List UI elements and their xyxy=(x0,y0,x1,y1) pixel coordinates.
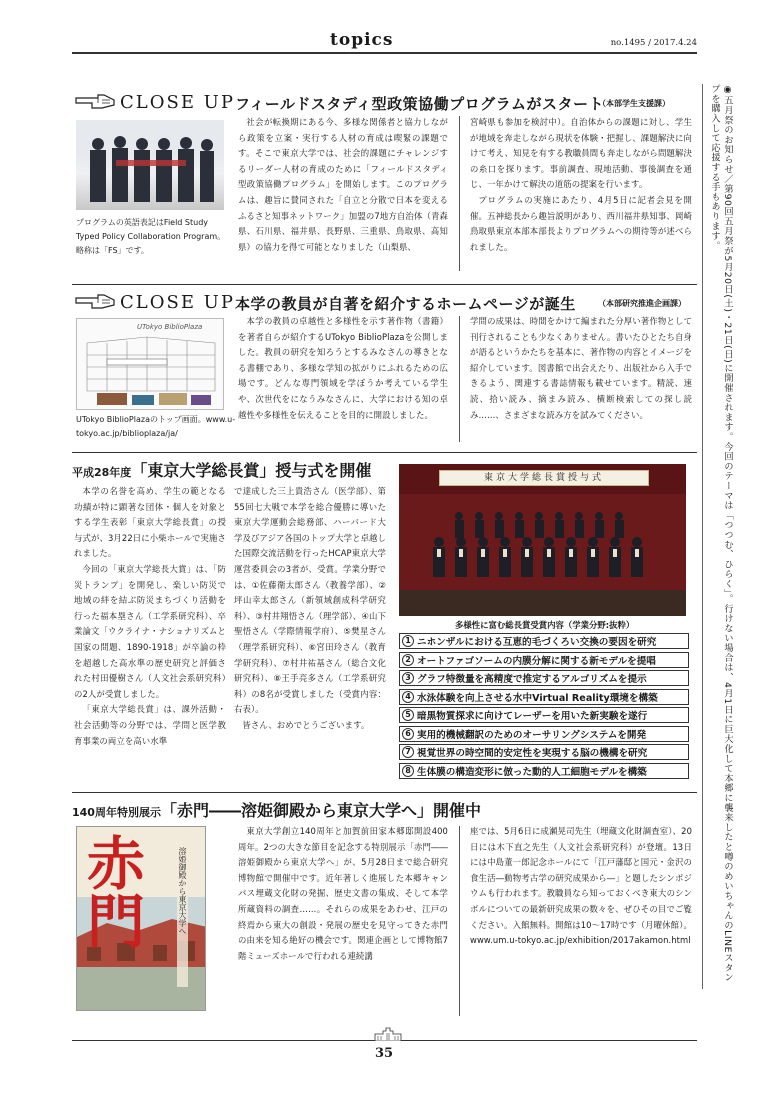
header-section: topics xyxy=(330,30,394,50)
article-column-2 xyxy=(470,824,692,949)
article-column-2 xyxy=(234,484,386,734)
award-list xyxy=(399,633,689,781)
paragraph: 宮崎県も参加を検討中）。自治体からの課題に対し、学生が地域を奔走しながら現状を体験・把握し、課題解決に向けて考え、知見を有する教職員間も奔走しながら問題解決の糸口を探ります。事前調査、現地活動、事後調査を通じ、一年かけて解決の道筋の提案を行います。 xyxy=(470,117,692,190)
ceremony-banner: 東京大学総長賞授与式 xyxy=(439,470,649,486)
award-number: 3 xyxy=(402,672,414,684)
award-text: 生体膜の構造変形に倣った動的人工細胞モデルを構築 xyxy=(417,766,647,778)
award-list-item xyxy=(399,670,689,686)
paragraph: 東京大学創立140周年と加賀前田家本郷邸開設400周年。2つの大きな節目を記念する特別展示「赤門――溶姫御殿から東京大学へ」が、5月28日まで総合研究博物館で開催中です。近年著しく進展した本郷キャンパス埋蔵文化財の発掘、歴史文書の集成、そして本学所蔵資料の調査……。それらの成果をあわせ、江戸の終焉から東大の創設・発展の歴史を見守ってきた赤門の由来を知る絶好の機会です。関連企画として博物館7階ミューズホールで行われる連続講 xyxy=(238,826,448,961)
award-number: 1 xyxy=(402,635,414,647)
press-photo xyxy=(76,120,224,210)
poster-title: 赤門 xyxy=(77,833,145,949)
paragraph: 座では、5月6日に成瀬晃司先生（埋蔵文化財調査室）、20日には木下直之先生（人文社会系研究科）が登壇。13日には中島董一郎記念ホールにて「江戸藩邸と国元・金沢の食生活―動物考古学の研究成果から―」と題したシンポジウムも行われます。教職員なら知っておくべき東大のシンボルについての最新研究成果の数々を、ぜひその目でご覧ください。入館無料。開館は10〜17時です（月曜休館）。www.um.u-tokyo.ac.jp/exhibition/2017akamon.html xyxy=(470,826,692,946)
sidebar-rule xyxy=(702,84,703,989)
paragraph: 本学の教員の卓越性と多様性を示す著作物（書籍）を著者自らが紹介するUTokyo BiblioPlazaを公開しました。教員の研究を知ろうとするみなさんの導きとなる書棚であり、多様な学知の拡がりにふれるための広場です。どんな専門領域を学ぼうか考えている学生や、次世代をになうみなさんに、大学における知の卓越性や多様性を伝えることを目的に開設しました。 xyxy=(238,316,448,420)
article-dept: （本部研究推進企画課） xyxy=(598,299,686,308)
sidebar-notice: ◉五月祭のお知らせ／第90回五月祭が5月20日(土)・21日(日)に開催されます。今回のテーマは「つつむ、ひらく」。行けない場合は、4月1日に巨大化して本郷に襲来したと噂のめいちゃんのLINEスタンプを購入して応援する手もあります。 xyxy=(709,84,733,983)
award-number: 7 xyxy=(402,746,414,758)
paragraph: 皆さん、おめでとうございます。 xyxy=(242,719,370,730)
paragraph: で達成した三上貴浩さん（医学部）、第55回七大戦で本学を総合優勝に導いた東京大学運動会総務部、ハーバード大学及びアジア各国のトップ大学と卓越した国際交流活動を行ったHCAP東京大学運営委員会の3者が、受賞。学業分野では、①佐藤衛太郎さん（教養学部）、②坪山幸太郎さん（新領域創成科学研究科）、③村井翔悟さん（理学部）、④山下聖悟さん（学際情報学府）、⑤樊星さん（理学系研究科）、⑥宮田玲さん（教育学研究科）、⑦村井祐基さん（総合文化研究科）、⑧王手亮多さん（工学系研究科）の8名が受賞しました（受賞内容：右表）。 xyxy=(234,486,386,715)
exhibition-poster xyxy=(76,826,206,1011)
yasuda-hall-icon xyxy=(373,1026,403,1045)
article-biblioplaza xyxy=(72,290,697,450)
article-column-1 xyxy=(238,824,448,964)
paragraph: 本学の名誉を高め、学生の範となる功績が特に顕著な団体・個人を対象とする学生表彰「東京大学総長賞」の授与式が、3月22日に小柴ホールで実施されました。 xyxy=(74,486,226,559)
award-list-item xyxy=(399,726,689,742)
section-rule xyxy=(72,284,697,285)
page-number: 35 xyxy=(375,1046,394,1061)
section-rule xyxy=(72,452,697,453)
column-rule xyxy=(459,316,460,442)
header-issue: no.1495 / 2017.4.24 xyxy=(610,38,697,48)
article-dept: （本部学生支援課） xyxy=(598,99,670,108)
award-number: 2 xyxy=(402,654,414,666)
award-list-item xyxy=(399,689,689,705)
column-rule xyxy=(459,826,460,1016)
website-screenshot xyxy=(76,318,224,410)
award-number: 6 xyxy=(402,728,414,740)
award-number: 5 xyxy=(402,709,414,721)
award-number: 4 xyxy=(402,691,414,703)
header-rule xyxy=(72,52,697,54)
title-main: 「東京大学総長賞」 xyxy=(131,461,276,480)
paragraph: 「東京大学総長賞」は、課外活動・社会活動等の分野では、学問と医学教育事業の両立を高い水準 xyxy=(74,704,226,746)
paragraph: 社会が転換期にある今、多様な関係者と協力しながら政策を立案・実行する人材の育成は喫緊の課題です。そこで東京大学では、社会的課題にチャレンジするリーダー人材の育成のために「フィールドスタディ型政策協働プログラム」を開始します。このプログラムは、趣旨に賛同された「自立と分散で日本を変えるふるさと知事ネットワーク」加盟の7地方自治体（青森県、石川県、福井県、長野県、三重県、鳥取県、高知県）の協力を得て可能となりました（山梨県、 xyxy=(238,117,448,252)
award-number: 8 xyxy=(402,765,414,777)
closeup-label: CLOSE UP xyxy=(120,92,235,113)
award-text: 暗黒物質探求に向けてレーザーを用いた新実験を遂行 xyxy=(417,711,648,722)
award-text: 水泳体験を向上させる水中Virtual Reality環境を構築 xyxy=(417,692,658,704)
screenshot-caption: UTokyo BiblioPlazaのトップ画面。www.u-tokyo.ac.jp/biblioplaza/ja/ xyxy=(76,415,236,438)
article-akamon-exhibition xyxy=(72,798,697,1018)
pointing-hand-icon xyxy=(74,92,118,114)
article-title: フィールドスタディ型政策協働プログラムがスタート xyxy=(235,95,605,113)
title-suffix: 開催中 xyxy=(432,801,481,820)
article-column-1 xyxy=(74,484,226,749)
article-column-2 xyxy=(470,115,692,255)
award-text: 実用的機械翻訳のためのオーサリングシステムを開発 xyxy=(417,729,647,741)
article-title xyxy=(72,458,371,481)
article-column-1 xyxy=(238,115,448,255)
award-text: 視覚世界の時空間的安定性を実現する脳の機構を研究 xyxy=(417,748,648,759)
award-list-item xyxy=(399,763,689,779)
paragraph: プログラムの実施にあたり、4月5日に記者会見を開催。五神総長から趣旨説明があり、西川福井県知事、岡崎鳥取県東京本部本部長よりプログラムへの期待等が述べられました。 xyxy=(470,194,692,252)
title-prefix: 140周年特別展示 xyxy=(72,806,161,819)
award-table-title: 多様性に富む総長賞受賞内容（学業分野:抜粋） xyxy=(455,620,635,630)
title-main: 「赤門――溶姫御殿から東京大学へ」 xyxy=(160,801,433,820)
site-logo: UTokyo BiblioPlaza xyxy=(137,323,203,331)
award-list-item xyxy=(399,744,689,760)
article-field-study xyxy=(72,90,697,280)
award-text: グラフ特徴量を高精度で推定するアルゴリズムを提示 xyxy=(417,674,647,685)
award-ceremony-photo xyxy=(399,464,686,616)
award-text: オートファゴソームの内膜分解に関する新モデルを提唱 xyxy=(417,655,656,667)
article-column-2 xyxy=(470,314,692,423)
title-prefix: 平成28年度 xyxy=(72,466,132,479)
award-list-item xyxy=(399,707,689,723)
article-president-award xyxy=(72,458,697,788)
article-title: 本学の教員が自著を紹介するホームページが誕生 xyxy=(235,295,576,313)
section-rule xyxy=(72,792,697,793)
article-title xyxy=(72,798,481,821)
column-rule xyxy=(459,116,460,271)
pointing-hand-icon xyxy=(74,292,118,314)
title-suffix: 授与式を開催 xyxy=(275,461,372,480)
article-column-1 xyxy=(238,314,448,423)
photo-caption: プログラムの英語表記はField Study Typed Policy Collaboration Program。略称は「FS」です。 xyxy=(76,218,226,255)
paragraph: 学問の成果は、時間をかけて編まれた分厚い著作物として刊行されることも少なくありません。書いたひとたち自身が語るというかたちを基本に、著作物の内容とイメージを紹介しています。図書館で出会えたり、出版社から入手できるよう、関連する書誌情報も載せています。精読、速読、拾い読み、摘まみ読み、横断検索しての探し読み……、さまざまな読み方を試みてください。 xyxy=(470,316,692,420)
award-text: ニホンザルにおける互恵的毛づくろい交換の要因を研究 xyxy=(417,637,657,648)
closeup-label: CLOSE UP xyxy=(120,292,235,313)
award-list-item xyxy=(399,633,689,649)
award-list-item xyxy=(399,652,689,668)
paragraph: 今回の「東京大学総長大賞」は、「防災トランプ」を開発し、楽しい防災で地域の絆を結ぶ防災まちづくり活動を行った福本塁さん（工学系研究科）、卒業論文「ウクライナ・ナショナリズムと国家の問題、1890-1918」が卒論の枠を超越した高水準の歴史研究と評価された村田優樹さん（人文社会系研究科）の2人が受賞しました。 xyxy=(74,563,226,699)
poster-subtitle: 溶姫御殿から東京大学へ xyxy=(177,847,188,987)
